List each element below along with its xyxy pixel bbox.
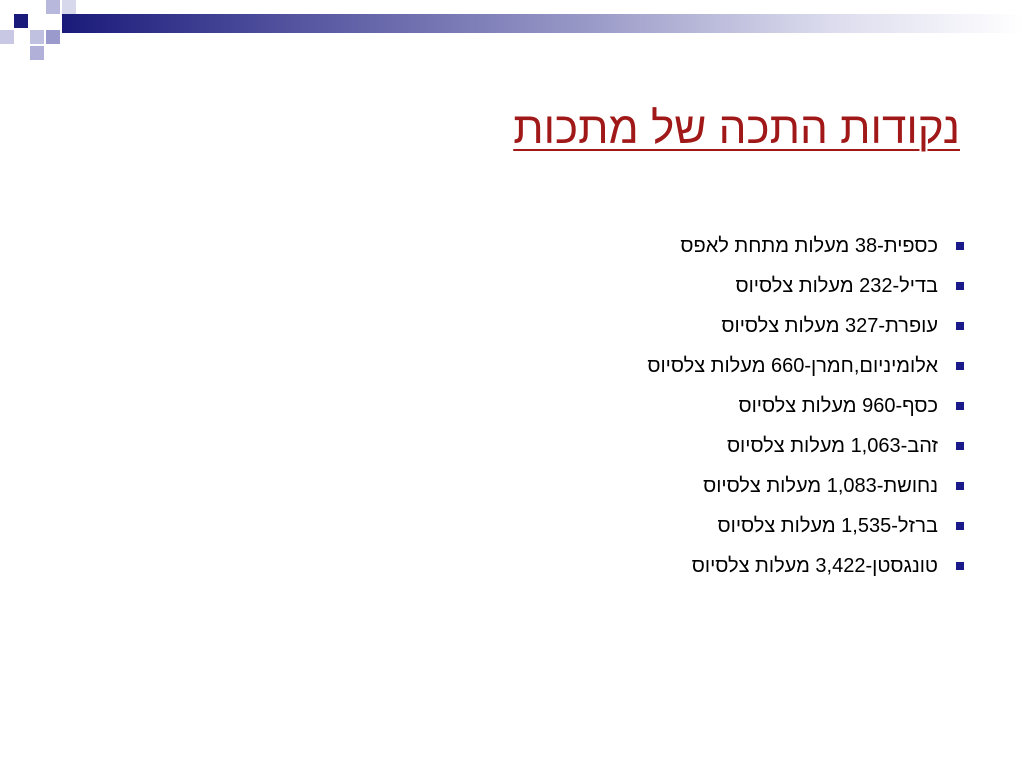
melting-points-list [404, 226, 964, 586]
square-bullet-icon [956, 402, 964, 410]
square-bullet-icon [956, 242, 964, 250]
list-item [404, 346, 964, 386]
list-item [404, 226, 964, 266]
deco-square-dark [14, 14, 28, 28]
slide-title: נקודות התכה של מתכות [513, 104, 960, 153]
deco-square-light [62, 0, 76, 14]
deco-square-light [46, 0, 60, 14]
list-item [404, 466, 964, 506]
square-bullet-icon [956, 282, 964, 290]
list-item [404, 386, 964, 426]
square-bullet-icon [956, 362, 964, 370]
list-item-text: ברזל-1,535 מעלות צלסיוס [717, 514, 938, 537]
square-bullet-icon [956, 442, 964, 450]
list-item-text: כספית-38 מעלות מתחת לאפס [680, 234, 938, 257]
list-item [404, 266, 964, 306]
deco-square-light [0, 30, 14, 44]
square-bullet-icon [956, 522, 964, 530]
header-gradient-bar [62, 14, 1024, 33]
list-item [404, 306, 964, 346]
square-bullet-icon [956, 482, 964, 490]
deco-square-mid [46, 30, 60, 44]
square-bullet-icon [956, 322, 964, 330]
list-item [404, 426, 964, 466]
list-item [404, 546, 964, 586]
deco-square-light [30, 46, 44, 60]
list-item-text: נחושת-1,083 מעלות צלסיוס [703, 474, 938, 497]
list-item-text: עופרת-327 מעלות צלסיוס [721, 314, 938, 337]
square-bullet-icon [956, 562, 964, 570]
list-item-text: אלומיניום,חמרן-660 מעלות צלסיוס [647, 354, 938, 377]
list-item-text: כסף-960 מעלות צלסיוס [738, 394, 938, 417]
list-item [404, 506, 964, 546]
deco-square-light [30, 30, 44, 44]
list-item-text: טונגסטן-3,422 מעלות צלסיוס [691, 554, 938, 577]
list-item-text: בדיל-232 מעלות צלסיוס [735, 274, 938, 297]
list-item-text: זהב-1,063 מעלות צלסיוס [726, 434, 938, 457]
